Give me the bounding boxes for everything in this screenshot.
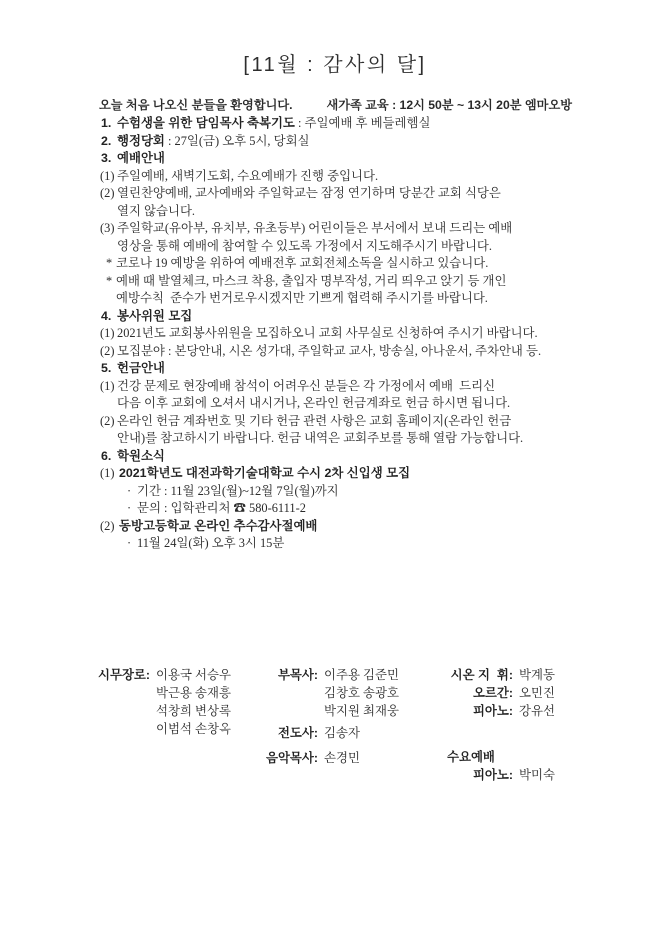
announcement-line — [99, 395, 659, 413]
announcement-line — [99, 133, 659, 151]
announcement-line — [99, 500, 659, 518]
line-heading: 봉사위원 모집 — [117, 308, 193, 323]
line-text: 열린찬양예배, 교사예배와 주일학교는 잠정 연기하며 당분간 교회 식당은 — [117, 186, 501, 200]
staff-names — [324, 749, 360, 767]
announcement-line — [99, 273, 659, 291]
staff-column-pastors — [254, 666, 399, 767]
staff-group — [254, 666, 399, 720]
announcement-line — [99, 150, 659, 168]
line-marker: (2) — [100, 343, 115, 358]
line-marker: (2) — [100, 186, 115, 200]
staff-role-label: 피아노: — [472, 768, 513, 782]
line-marker: (1) — [100, 466, 115, 480]
line-text: 건강 문제로 현장예배 참석이 어려우신 분들은 각 가정에서 예배 드리신 — [117, 378, 496, 393]
staff-name: 김창호 송광호 — [324, 686, 399, 700]
announcement-line — [99, 185, 659, 203]
line-text: 열지 않습니다. — [117, 203, 196, 218]
announcement-line — [99, 238, 659, 256]
line-marker: 6. — [101, 448, 112, 463]
announcement-line — [99, 308, 659, 326]
announcement-line — [99, 290, 659, 308]
line-marker: · — [127, 536, 132, 550]
announcements-list — [99, 115, 659, 553]
staff-row — [437, 766, 555, 784]
line-text: 주일학교(유아부, 유치부, 유초등부) 어린이들은 부서에서 보내 드리는 예배 — [117, 221, 513, 235]
line-text: 안내)를 참고하시기 바랍니다. 헌금 내역은 교회주보를 통해 열람 가능합니다. — [117, 431, 524, 445]
staff-row — [437, 666, 555, 684]
staff-role-label: 전도사: — [277, 726, 318, 740]
line-text: 코로나 19 예방을 위하여 예배전후 교회전체소독을 실시하고 있습니다. — [116, 256, 489, 270]
announcement-line — [99, 518, 659, 536]
welcome-line — [99, 96, 572, 113]
line-text: 주일예배, 새벽기도회, 수요예배가 진행 중입니다. — [117, 168, 379, 183]
staff-name: 손경민 — [324, 751, 360, 765]
line-marker: * — [106, 273, 113, 288]
announcement-line — [99, 535, 659, 553]
staff-name: 이용국 서승우 — [156, 668, 231, 682]
line-marker: * — [106, 256, 113, 270]
announcement-line — [99, 448, 659, 466]
staff-name: 박근용 송재흥 — [156, 686, 231, 700]
announcement-line — [99, 343, 659, 361]
staff-role-label: 부목사: — [277, 668, 318, 682]
line-marker: · — [127, 501, 132, 515]
announcement-line — [99, 220, 659, 238]
line-marker: · — [127, 483, 132, 498]
staff-name: 김송자 — [324, 726, 360, 740]
line-text: : 27일(금) 오후 5시, 당회실 — [164, 133, 310, 148]
line-text: 다음 이후 교회에 오셔서 내시거나, 온라인 헌금계좌로 헌금 하시면 됩니다. — [117, 396, 511, 410]
line-text: 기간 : 11월 23일(월)~12월 7일(월)까지 — [137, 483, 339, 498]
staff-role-label: 오르간: — [472, 686, 513, 700]
staff-role-label: 음악목사: — [265, 751, 318, 765]
line-text: 영상을 통해 예배에 참여할 수 있도록 가정에서 지도해주시기 바랍니다. — [117, 238, 492, 253]
staff-row — [437, 684, 555, 702]
line-marker: (1) — [100, 326, 115, 340]
staff-role-label: 시온 지 휘: — [450, 668, 513, 682]
line-heading: 헌금안내 — [117, 361, 165, 375]
staff-names — [324, 666, 399, 720]
announcement-line — [99, 430, 659, 448]
line-text: : 주일예배 후 베들레헴실 — [294, 116, 431, 130]
announcement-line — [99, 168, 659, 186]
staff-name: 강유선 — [519, 704, 555, 718]
welcome-text: 오늘 처음 나오신 분들을 환영합니다. — [99, 98, 293, 112]
announcement-line — [99, 255, 659, 273]
line-text: 문의 : 입학관리처 ☎ 580-6111-2 — [137, 501, 306, 515]
line-marker: 1. — [101, 116, 112, 130]
announcement-line — [99, 465, 659, 483]
line-heading: 2021학년도 대전과학기술대학교 수시 2차 신입생 모집 — [119, 466, 411, 480]
line-heading: 동방고등학교 온라인 추수감사절예배 — [119, 518, 318, 533]
staff-role-label: 피아노: — [472, 704, 513, 718]
line-text: 11월 24일(화) 오후 3시 15분 — [137, 536, 285, 550]
staff-group — [254, 724, 399, 742]
line-text: 모집분야 : 본당안내, 시온 성가대, 주일학교 교사, 방송실, 아나운서, 주차안내 등. — [117, 343, 542, 358]
line-marker: 4. — [101, 308, 112, 323]
line-heading: 예배안내 — [117, 151, 165, 165]
line-text: 예배 때 발열체크, 마스크 착용, 출입자 명부작성, 거리 띄우고 앉기 등 개인 — [116, 273, 507, 288]
staff-row — [437, 702, 555, 720]
line-marker: 2. — [101, 133, 112, 148]
announcement-line — [99, 483, 659, 501]
line-heading: 수험생을 위한 담임목사 축복기도 — [117, 116, 295, 130]
announcement-line — [99, 115, 659, 133]
staff-column-music — [437, 666, 555, 784]
wednesday-service-header: 수요예배 — [447, 750, 495, 764]
page-title: [11월 : 감사의 달] — [243, 54, 427, 76]
line-marker: (3) — [100, 221, 115, 235]
staff-name: 박미숙 — [519, 768, 555, 782]
announcement-line — [99, 325, 659, 343]
staff-name: 박계동 — [519, 668, 555, 682]
line-marker: (1) — [100, 378, 115, 393]
newcomer-class-text: 새가족 교육 : 12시 50분 ~ 13시 20분 엠마오방 — [326, 98, 572, 112]
staff-names — [156, 666, 231, 738]
staff-role-label: 시무장로: — [98, 668, 151, 682]
staff-name: 박지원 최재웅 — [324, 704, 399, 718]
staff-group — [254, 749, 399, 767]
line-text: 온라인 헌금 계좌번호 및 기타 헌금 관련 사항은 교회 홈페이지(온라인 헌금 — [117, 413, 512, 428]
staff-names — [324, 724, 360, 742]
staff-name: 오민진 — [519, 686, 555, 700]
announcement-line — [99, 360, 659, 378]
staff-name: 석창희 변상록 — [156, 704, 231, 718]
line-marker: (1) — [100, 168, 115, 183]
line-marker: (2) — [100, 518, 115, 533]
line-heading: 행정당회 — [117, 133, 165, 148]
announcement-line — [99, 378, 659, 396]
line-marker: 3. — [101, 151, 112, 165]
announcement-line — [99, 413, 659, 431]
line-marker: (2) — [100, 413, 115, 428]
staff-name: 이주용 김준민 — [324, 668, 399, 682]
line-heading: 학원소식 — [117, 448, 165, 463]
line-marker: 5. — [101, 361, 112, 375]
line-text: 예방수칙 준수가 번거로우시겠지만 기쁘게 협력해 주시기를 바랍니다. — [116, 291, 488, 305]
line-text: 2021년도 교회봉사위원을 모집하오니 교회 사무실로 신청하여 주시기 바랍니다. — [117, 326, 538, 340]
announcement-line — [99, 203, 659, 221]
staff-name: 이범석 손창옥 — [156, 722, 231, 736]
staff-column-elders — [98, 666, 231, 738]
